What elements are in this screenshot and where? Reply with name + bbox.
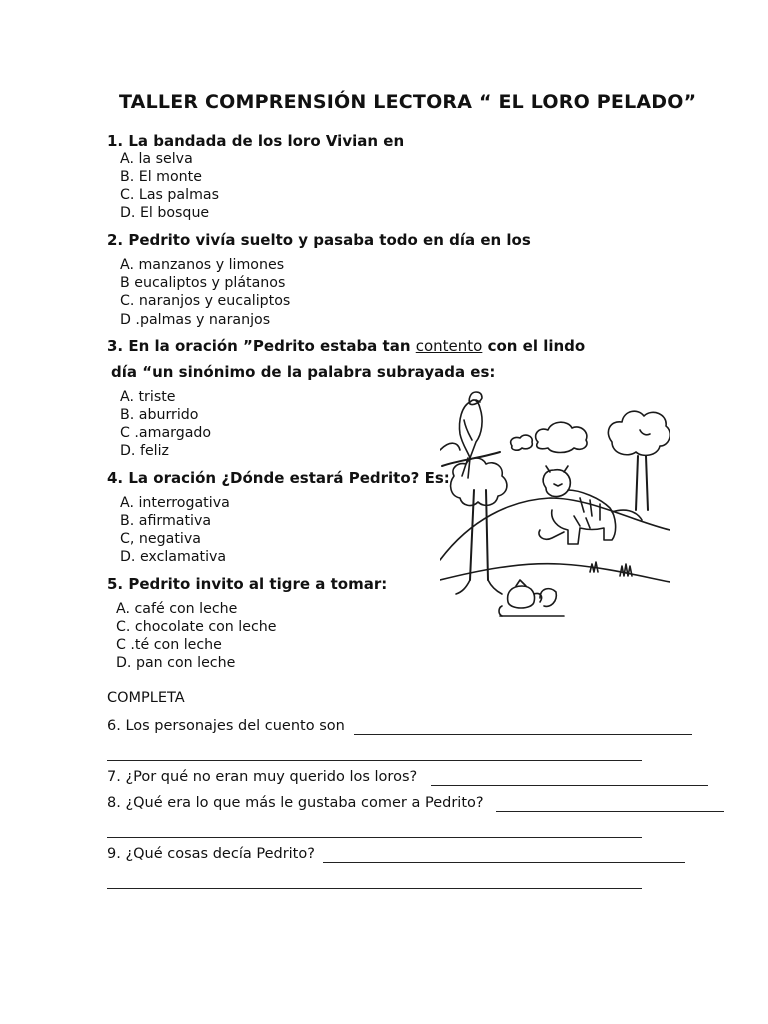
q3-underlined-word: contento xyxy=(415,337,483,355)
question-8: 8. ¿Qué era lo que más le gustaba comer a Pedrito? xyxy=(107,795,484,811)
q5-option-b: C. chocolate con leche xyxy=(116,619,277,635)
question-3-line-2: día “un sinónimo de la palabra subrayada es: xyxy=(111,363,496,381)
right-tree-drawing xyxy=(608,411,670,510)
q4-option-c: C, negativa xyxy=(120,531,201,547)
q1-option-b: B. El monte xyxy=(120,169,202,185)
q3-text-after: con el lindo xyxy=(482,337,586,355)
q4-option-b: B. afirmativa xyxy=(120,513,212,529)
q3-text-before: 3. En la oración ”Pedrito estaba tan xyxy=(107,337,416,355)
q9-answer-line-2[interactable] xyxy=(107,888,642,889)
q8-answer-line-2[interactable] xyxy=(107,837,642,838)
q5-option-d: D. pan con leche xyxy=(116,655,236,671)
q5-option-c: C .té con leche xyxy=(116,637,222,653)
q3-option-a: A. triste xyxy=(120,389,176,405)
question-9: 9. ¿Qué cosas decía Pedrito? xyxy=(107,846,315,862)
q3-option-d: D. feliz xyxy=(120,443,169,459)
q8-answer-line-1[interactable] xyxy=(496,811,724,812)
q3-option-c: C .amargado xyxy=(120,425,212,441)
q6-answer-line-2[interactable] xyxy=(107,760,642,761)
q1-option-d: D. El bosque xyxy=(120,205,210,221)
story-illustration xyxy=(440,380,670,625)
q4-option-d: D. exclamativa xyxy=(120,549,227,565)
q2-option-c: C. naranjos y eucaliptos xyxy=(120,293,291,309)
question-2: 2. Pedrito vivía suelto y pasaba todo en día en los xyxy=(107,231,531,249)
question-3-line-1 xyxy=(107,337,585,355)
q9-answer-line-1[interactable] xyxy=(323,862,685,863)
q1-option-a: A. la selva xyxy=(120,151,193,167)
q1-option-c: C. Las palmas xyxy=(120,187,219,203)
q6-answer-line-1[interactable] xyxy=(354,734,692,735)
q7-answer-line[interactable] xyxy=(431,785,708,786)
teapot-drawing xyxy=(499,580,564,616)
tiger-drawing xyxy=(539,466,642,544)
tree-drawing xyxy=(440,443,507,594)
page-title: TALLER COMPRENSIÓN LECTORA “ EL LORO PELADO” xyxy=(119,91,697,113)
completa-heading: COMPLETA xyxy=(107,690,185,706)
question-1: 1. La bandada de los loro Vivian en xyxy=(107,132,405,150)
parrot-drawing xyxy=(459,392,482,478)
cloud-drawing xyxy=(536,422,587,452)
question-6: 6. Los personajes del cuento son xyxy=(107,718,345,734)
q2-option-b: B eucaliptos y plátanos xyxy=(120,275,286,291)
q5-option-a: A. café con leche xyxy=(116,601,238,617)
q2-option-a: A. manzanos y limones xyxy=(120,257,285,273)
question-7: 7. ¿Por qué no eran muy querido los loros? xyxy=(107,769,418,785)
q3-option-b: B. aburrido xyxy=(120,407,199,423)
q4-option-a: A. interrogativa xyxy=(120,495,230,511)
question-5: 5. Pedrito invito al tigre a tomar: xyxy=(107,575,388,593)
q2-option-d: D .palmas y naranjos xyxy=(120,312,271,328)
question-4: 4. La oración ¿Dónde estará Pedrito? Es: xyxy=(107,469,450,487)
